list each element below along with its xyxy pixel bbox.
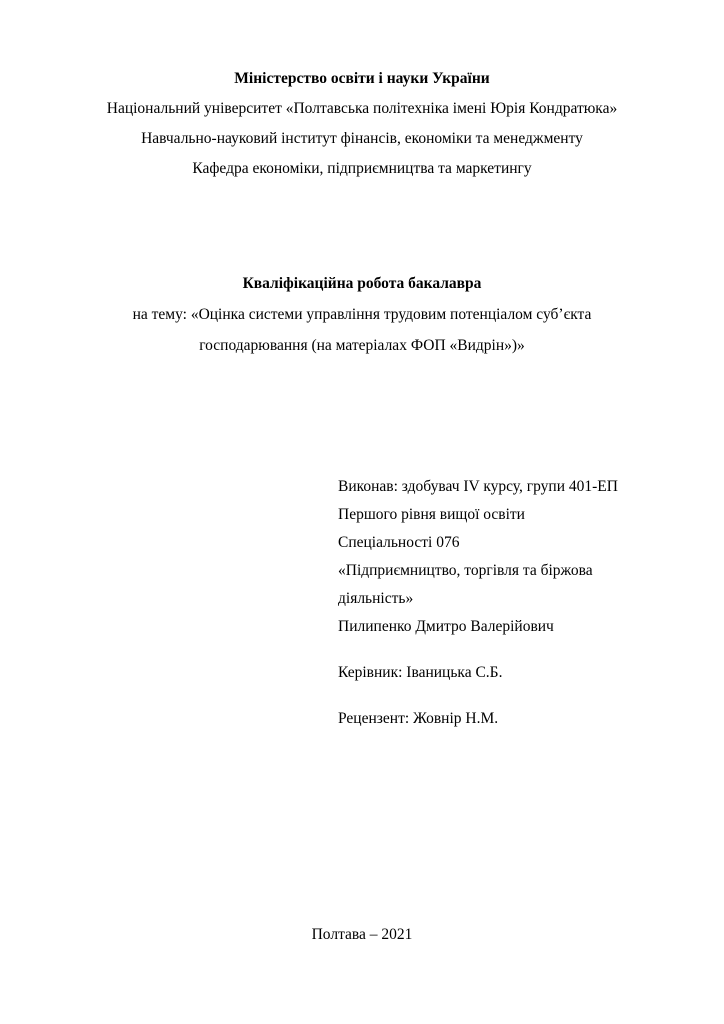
topic-line-2: господарювання (на матеріалах ФОП «Видрін»)» (199, 337, 525, 354)
supervisor-line: Керівник: Іваницька С.Б. (338, 664, 503, 681)
author-details-block (338, 473, 666, 733)
work-type-label: Кваліфікаційна робота бакалавра (242, 275, 482, 292)
spacer-after-name (338, 641, 666, 659)
ministry-line: Міністерство освіти і науки України (234, 70, 490, 87)
spacer-after-supervisor (338, 687, 666, 705)
work-title-block (58, 268, 666, 361)
program-line-1: «Підприємництво, торгівля та біржова (338, 562, 593, 579)
place-year-line: Полтава – 2021 (311, 926, 413, 943)
topic-line-1: на тему: «Оцінка системи управління трудовим потенціалом суб’єкта (132, 306, 592, 323)
specialty-line: Спеціальності 076 (338, 534, 460, 551)
place-year-footer (0, 924, 724, 946)
institute-line: Навчально-науковий інститут фінансів, економіки та менеджменту (141, 130, 583, 147)
institution-header (58, 64, 666, 184)
degree-level-line: Першого рівня вищої освіти (338, 506, 525, 523)
program-line-2: діяльність» (338, 590, 414, 607)
department-line: Кафедра економіки, підприємництва та маркетингу (192, 160, 532, 177)
university-line: Національний університет «Полтавська політехніка імені Юрія Кондратюка» (106, 100, 618, 117)
reviewer-line: Рецензент: Жовнір Н.М. (338, 710, 499, 727)
student-name-line: Пилипенко Дмитро Валерійович (338, 618, 554, 635)
performed-by-line: Виконав: здобувач IV курсу, групи 401-ЕП (338, 478, 618, 495)
